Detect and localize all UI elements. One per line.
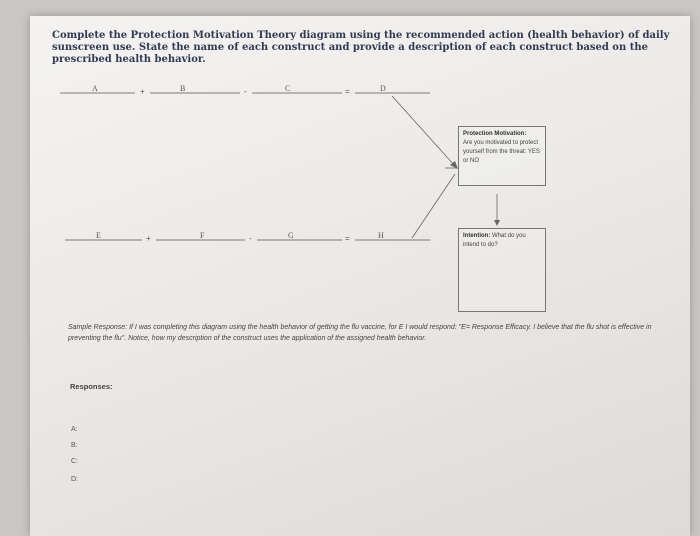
intention-box	[458, 228, 546, 312]
arrow-line-bottom	[412, 174, 455, 238]
instructions-text: Complete the Protection Motivation Theory diagram using the recommended action (health behavior) of daily sunscreen use. State the name of each construct and provide a description of each construct based on the prescribed health behavior.	[52, 30, 670, 65]
equals-sign-1: =	[345, 87, 350, 96]
intention-title: Intention:	[463, 233, 491, 239]
sample-response-text: Sample Response: If I was completing this diagram using the health behavior of getting the flu vaccine, for E I would respond: "E= Response Efficacy. I believe that the flu shot is effective in preventing the flu". Notice, how my description of the construct uses the application of the assigned health behavior.	[68, 324, 652, 342]
minus-sign-2: -	[249, 234, 252, 243]
protection-motivation-text: Are you motivated to protect yourself from the threat: YES or NO	[463, 140, 540, 164]
response-b-label: B:	[71, 442, 78, 449]
response-a-label: A:	[71, 426, 78, 433]
blank-b-letter: B	[180, 84, 186, 93]
blank-h-letter: H	[378, 231, 384, 240]
protection-motivation-title: Protection Motivation:	[463, 131, 527, 137]
protection-motivation-box	[458, 126, 546, 186]
intention-text: What do you intend to do?	[463, 233, 526, 248]
worksheet-page	[30, 16, 690, 536]
minus-sign-1: -	[244, 87, 247, 96]
blank-c-letter: C	[285, 84, 291, 93]
response-c-label: C:	[71, 458, 78, 465]
blank-d-letter: D	[380, 84, 386, 93]
plus-sign-1: +	[140, 87, 145, 96]
pmt-diagram	[30, 16, 690, 316]
equals-sign-2: =	[345, 234, 350, 243]
blank-a-letter: A	[92, 84, 98, 93]
blank-g-letter: G	[288, 231, 294, 240]
plus-sign-2: +	[146, 234, 151, 243]
response-d-label: D:	[71, 476, 78, 483]
blank-e-letter: E	[96, 231, 101, 240]
arrow-line-top	[392, 96, 455, 166]
responses-title: Responses:	[70, 382, 113, 391]
blank-f-letter: F	[200, 231, 205, 240]
arrow-head-down	[494, 220, 500, 226]
